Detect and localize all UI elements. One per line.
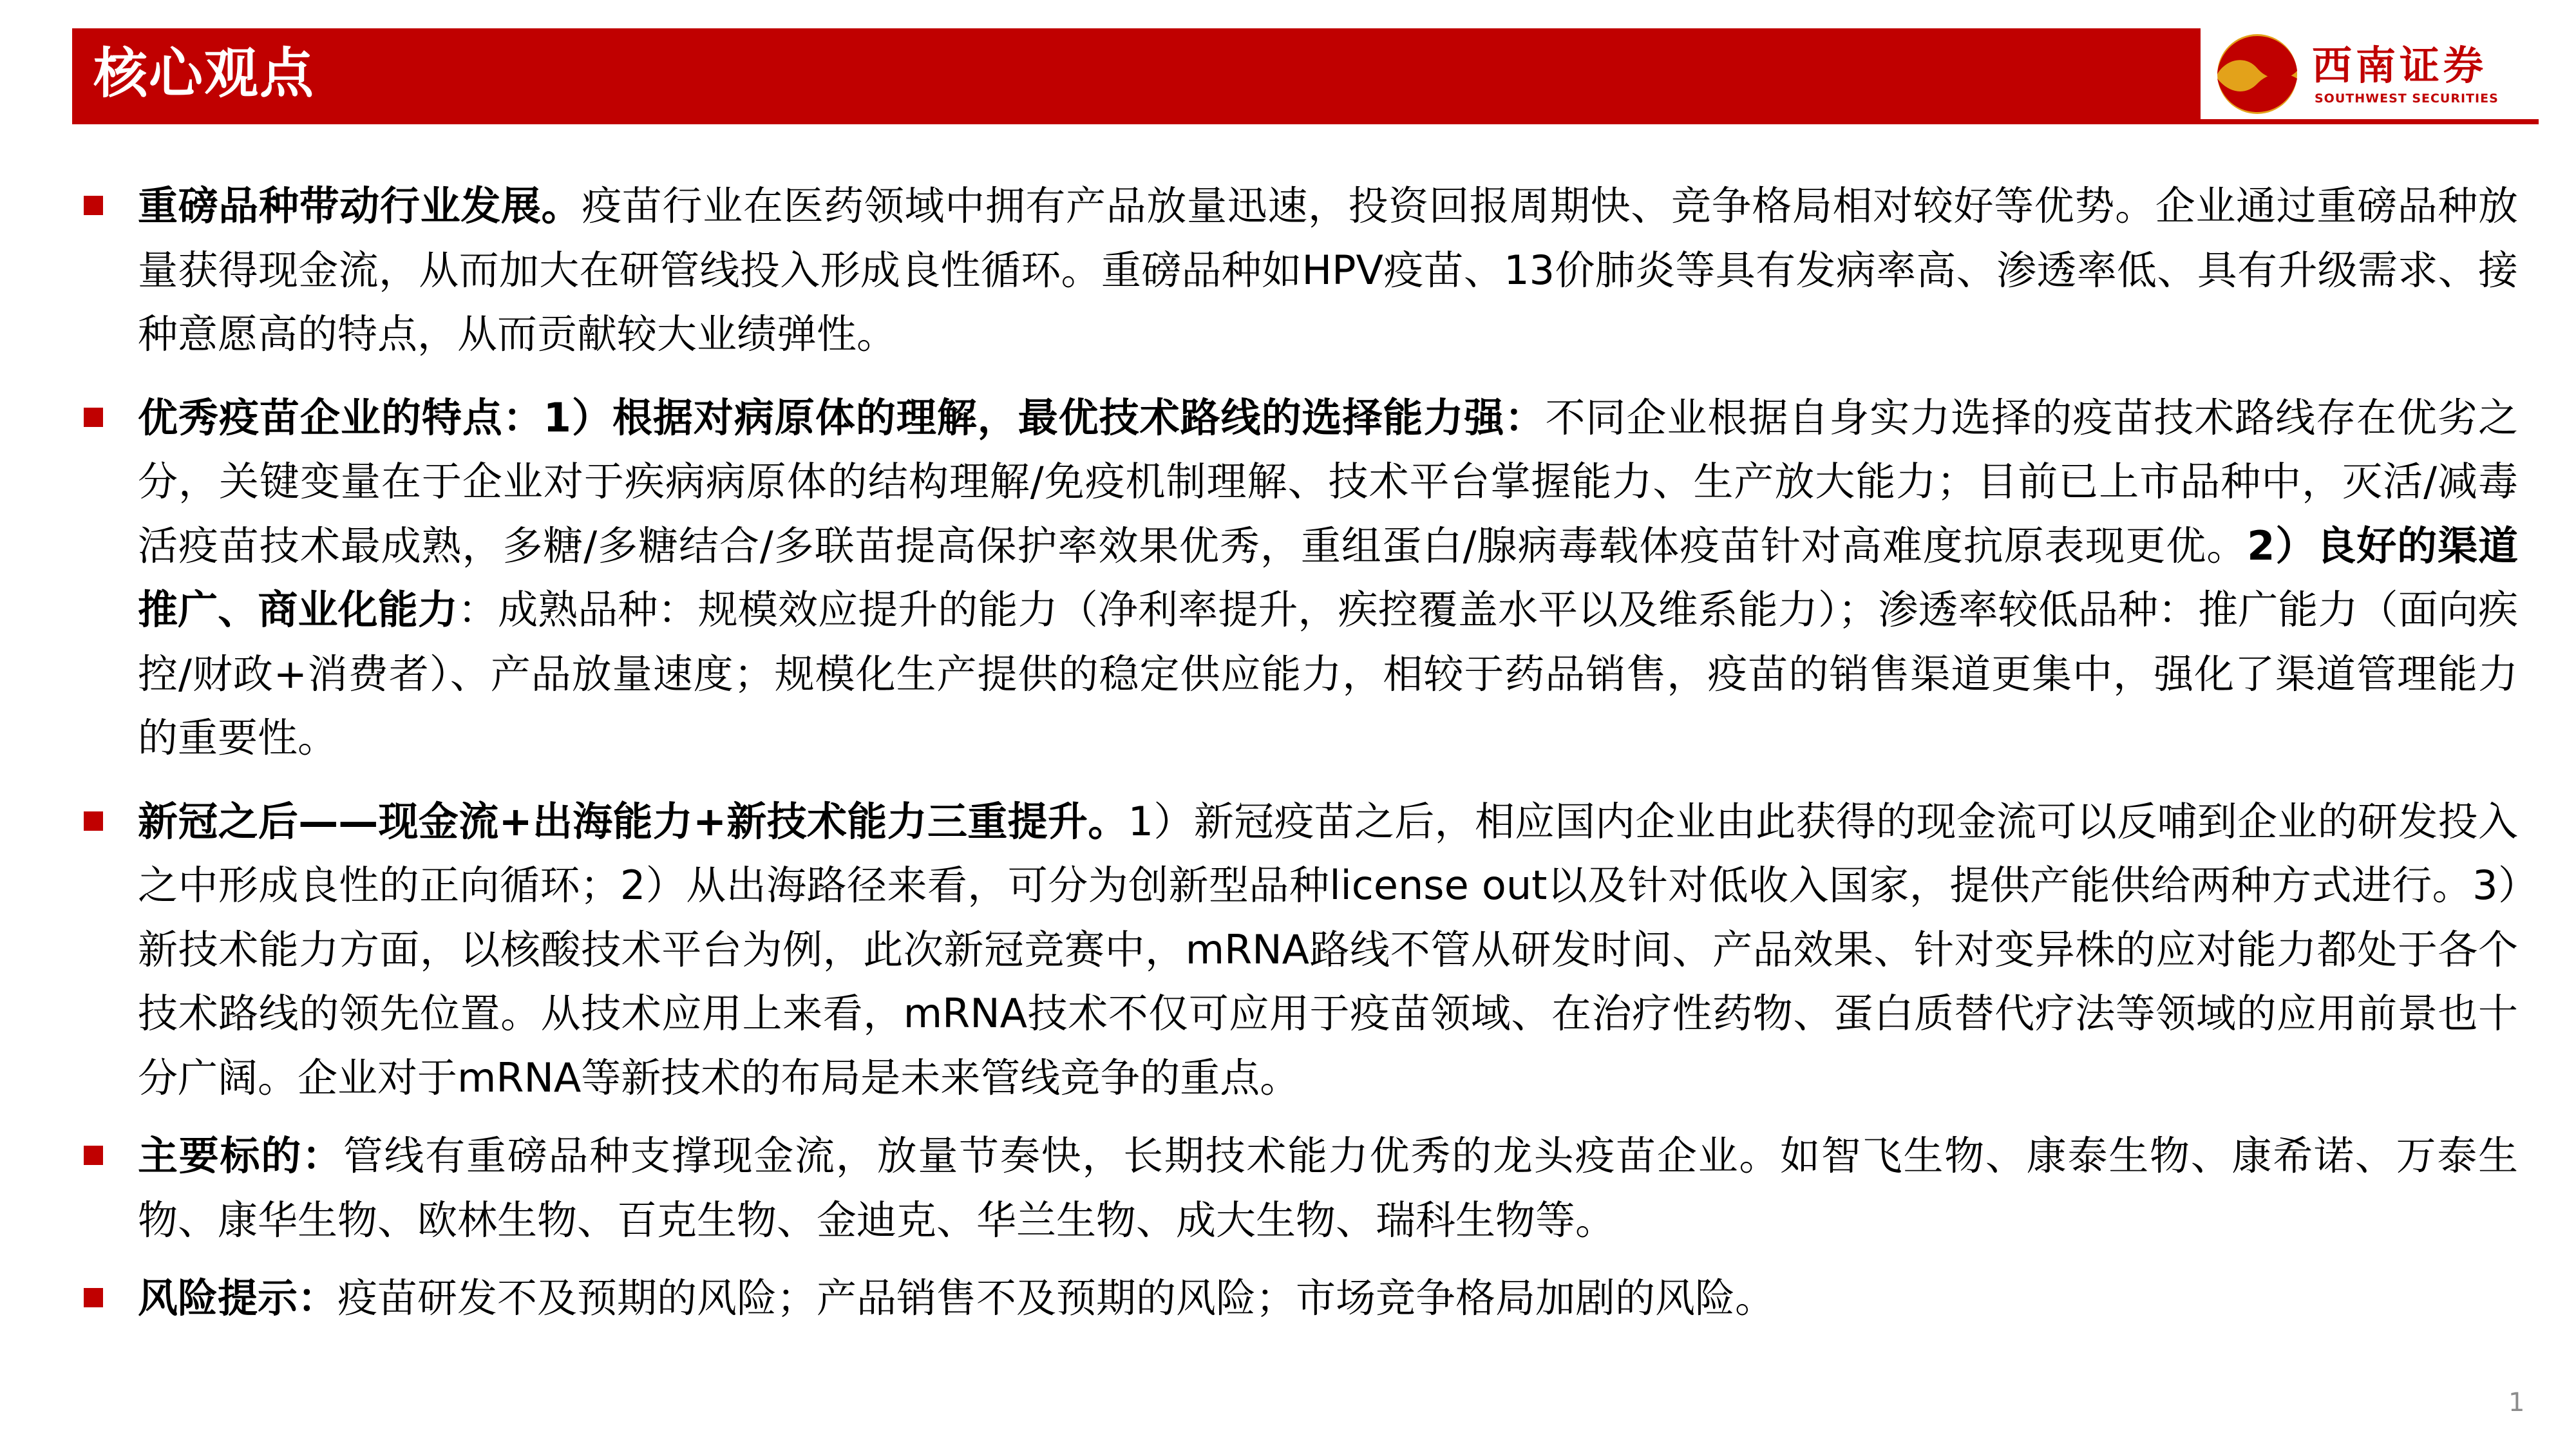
bullet-paragraph (138, 386, 2518, 770)
bullet-square-icon (84, 196, 103, 215)
bullet-item (84, 1124, 2518, 1252)
bullet-item (84, 1266, 2518, 1331)
bullet-heading: 主要标的： (138, 1132, 343, 1179)
bullet-heading: 风险提示： (138, 1274, 338, 1321)
bullet-paragraph (138, 790, 2518, 1110)
bullet-text: 1）新冠疫苗之后，相应国内企业由此获得的现金流可以反哺到企业的研发投入之中形成良性的正向循环；2）从出海路径来看，可分为创新型品种license out以及针对低收入国家，提供产能供给两种方式进行。3）新技术能力方面，以核酸技术平台为例，此次新冠竞赛中，mRNA路线不管从研发时间、产品效果、针对变异株的应对能力都处于各个技术路线的领先位置。从技术应用上来看，mRNA技术不仅可应用于疫苗领域、在治疗性药物、蛋白质替代疗法等领域的应用前景也十分广阔。企业对于mRNA等新技术的布局是未来管线竞争的重点。 (138, 797, 2518, 1101)
bullet-item (84, 386, 2518, 770)
bullet-text: 管线有重磅品种支撑现金流，放量节奏快，长期技术能力优秀的龙头疫苗企业。如智飞生物、康泰生物、康希诺、万泰生物、康华生物、欧林生物、百克生物、金迪克、华兰生物、成大生物、瑞科生物等。 (138, 1132, 2518, 1244)
bullet-item (84, 174, 2518, 366)
bullet-square-icon (84, 408, 103, 427)
bullet-paragraph (138, 174, 2518, 366)
bullet-paragraph (138, 1124, 2518, 1252)
bullet-square-icon (84, 1146, 103, 1165)
southwest-securities-logo-icon (2215, 32, 2299, 116)
bullet-text: ：成熟品种：规模效应提升的能力（净利率提升，疾控覆盖水平以及维系能力）；渗透率较低品种：推广能力（面向疾控/财政+消费者）、产品放量速度；规模化生产提供的稳定供应能力，相较于药品销售，疫苗的销售渠道更集中，强化了渠道管理能力的重要性。 (138, 586, 2518, 761)
page-title: 核心观点 (93, 42, 316, 105)
bullet-text: 疫苗研发不及预期的风险；产品销售不及预期的风险；市场竞争格局加剧的风险。 (337, 1274, 1776, 1321)
bullet-heading: 重磅品种带动行业发展。 (138, 182, 582, 229)
bullet-item (84, 790, 2518, 1110)
page-number: 1 (2508, 1388, 2525, 1417)
header-divider (72, 119, 2539, 124)
header-band (72, 28, 2201, 119)
bullet-square-icon (84, 1288, 103, 1307)
logo-english-name: SOUTHWEST SECURITIES (2315, 91, 2499, 106)
bullet-paragraph (138, 1266, 2518, 1331)
key-points-list (84, 174, 2518, 1331)
bullet-heading: 新冠之后——现金流+出海能力+新技术能力三重提升。 (138, 797, 1128, 845)
bullet-text: 疫苗行业在医药领域中拥有产品放量迅速，投资回报周期快、竞争格局相对较好等优势。企业通过重磅品种放量获得现金流，从而加大在研管线投入形成良性循环。重磅品种如HPV疫苗、13价肺炎等具有发病率高、渗透率低、具有升级需求、接种意愿高的特点，从而贡献较大业绩弹性。 (138, 182, 2518, 357)
bullet-heading: 2）良好的渠道推广、商业化能力 (138, 522, 2519, 633)
bullet-square-icon (84, 811, 103, 831)
company-logo (2215, 26, 2537, 122)
bullet-text: 不同企业根据自身实力选择的疫苗技术路线存在优劣之分，关键变量在于企业对于疾病病原体的结构理解/免疫机制理解、技术平台掌握能力、生产放大能力；目前已上市品种中，灭活/减毒活疫苗技术最成熟，多糖/多糖结合/多联苗提高保护率效果优秀，重组蛋白/腺病毒载体疫苗针对高难度抗原表现更优。 (138, 393, 2518, 569)
bullet-heading: 优秀疫苗企业的特点：1）根据对病原体的理解，最优技术路线的选择能力强： (138, 393, 1546, 441)
logo-chinese-name: 西南证券 (2312, 42, 2488, 89)
